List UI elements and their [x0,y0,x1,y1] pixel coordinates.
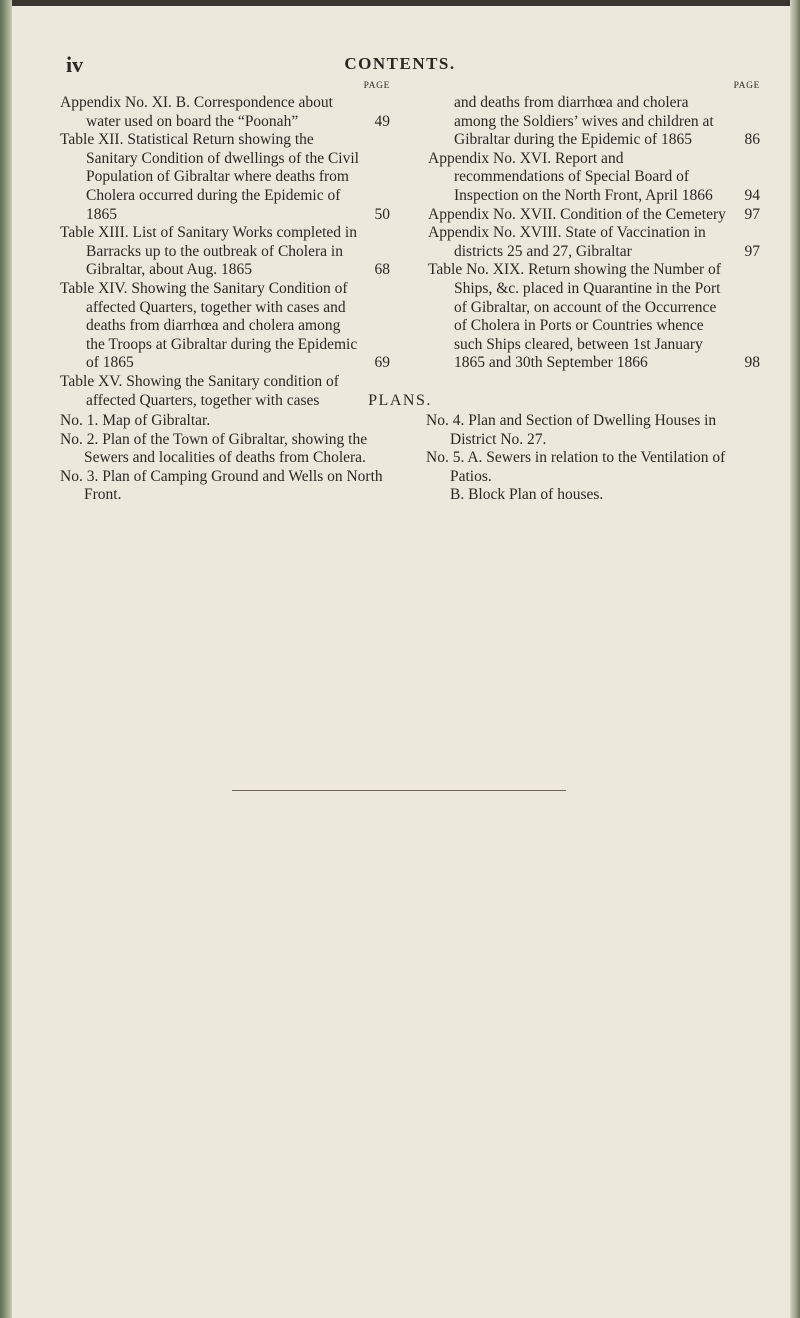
page-header [60,52,740,82]
contents-entry: Table XII. Statistical Return showing the Sanitary Condition of dwellings of the Civil Population of Gibraltar where deaths from Cholera occurred during the Epidemic of 1865 50 [60,131,390,223]
plan-item: No. 1. Map of Gibraltar. [60,412,211,429]
entry-page-number: 50 [374,205,390,223]
plan-subitem: B. Block Plan of houses. [450,486,604,504]
page-column-label: PAGE [363,81,390,91]
contents-entry: Table XIII. List of Sanitary Works completed in Barracks up to the outbreak of Cholera in Gibraltar, about Aug. 1865 68 [60,224,390,279]
contents-entry: Appendix No. XVIII. State of Vaccination in districts 25 and 27, Gibraltar 97 [428,224,760,260]
plan-item: No. 5. A. Sewers in relation to the Ventilation of Patios. [426,449,726,485]
plans-right-list [426,412,762,505]
entry-page-number: 86 [744,131,760,149]
entry-page-number: 69 [374,354,390,372]
entry-page-number: 68 [374,261,390,279]
contents-entry: Appendix No. XI. B. Correspondence about water used on board the “Poonah” 49 [60,94,390,130]
plan-item: No. 2. Plan of the Town of Gibraltar, showing the Sewers and localities of deaths from Cholera. [60,430,368,467]
entry-page-number: 49 [374,112,390,130]
plan-item: No. 3. Plan of Camping Ground and Wells on North Front. [60,467,383,504]
page-number: iv [66,52,84,77]
plan-item: No. 4. Plan and Section of Dwelling Houses in District No. 27. [426,412,717,448]
contents-entry: Table No. XIX. Return showing the Number of Ships, &c. placed in Quarantine in the Port of Gibraltar, on account of the Occurrence of Cholera in Ports or Countries whence such Ships cleared, between 1st January 1865 and 30th September 1866 98 [428,261,760,372]
top-border [0,0,800,6]
contents-entry: Appendix No. XVII. Condition of the Cemetery 97 [428,205,760,223]
page-left-edge [0,0,12,1318]
contents-right-column [428,80,760,373]
contents-entry: Table XV. Showing the Sanitary condition of affected Quarters, together with cases [60,372,339,409]
page-title: CONTENTS. [344,54,456,73]
entry-page-number: 98 [744,354,760,372]
entry-page-number: 97 [744,205,760,223]
contents-entry: Table XIV. Showing the Sanitary Condition of affected Quarters, together with cases and deaths from diarrhœa and cholera among the Troops at Gibraltar during the Epidemic of 1865 69 [60,279,390,372]
page-column-label: PAGE [733,81,760,91]
page-right-edge [790,0,800,1318]
entry-page-number: 97 [744,242,760,260]
contents-entry: Appendix No. XVI. Report and recommendations of Special Board of Inspection on the North Front, April 1866 94 [428,149,760,204]
footer-divider [232,790,566,791]
contents-left-column [60,80,390,410]
plans-left-list [60,412,396,505]
contents-entry-continuation: and deaths from diarrhœa and cholera among the Soldiers’ wives and children at Gibraltar during the Epidemic of 1865 86 [454,94,760,149]
entry-page-number: 94 [744,186,760,204]
plans-heading: PLANS. [368,392,432,409]
